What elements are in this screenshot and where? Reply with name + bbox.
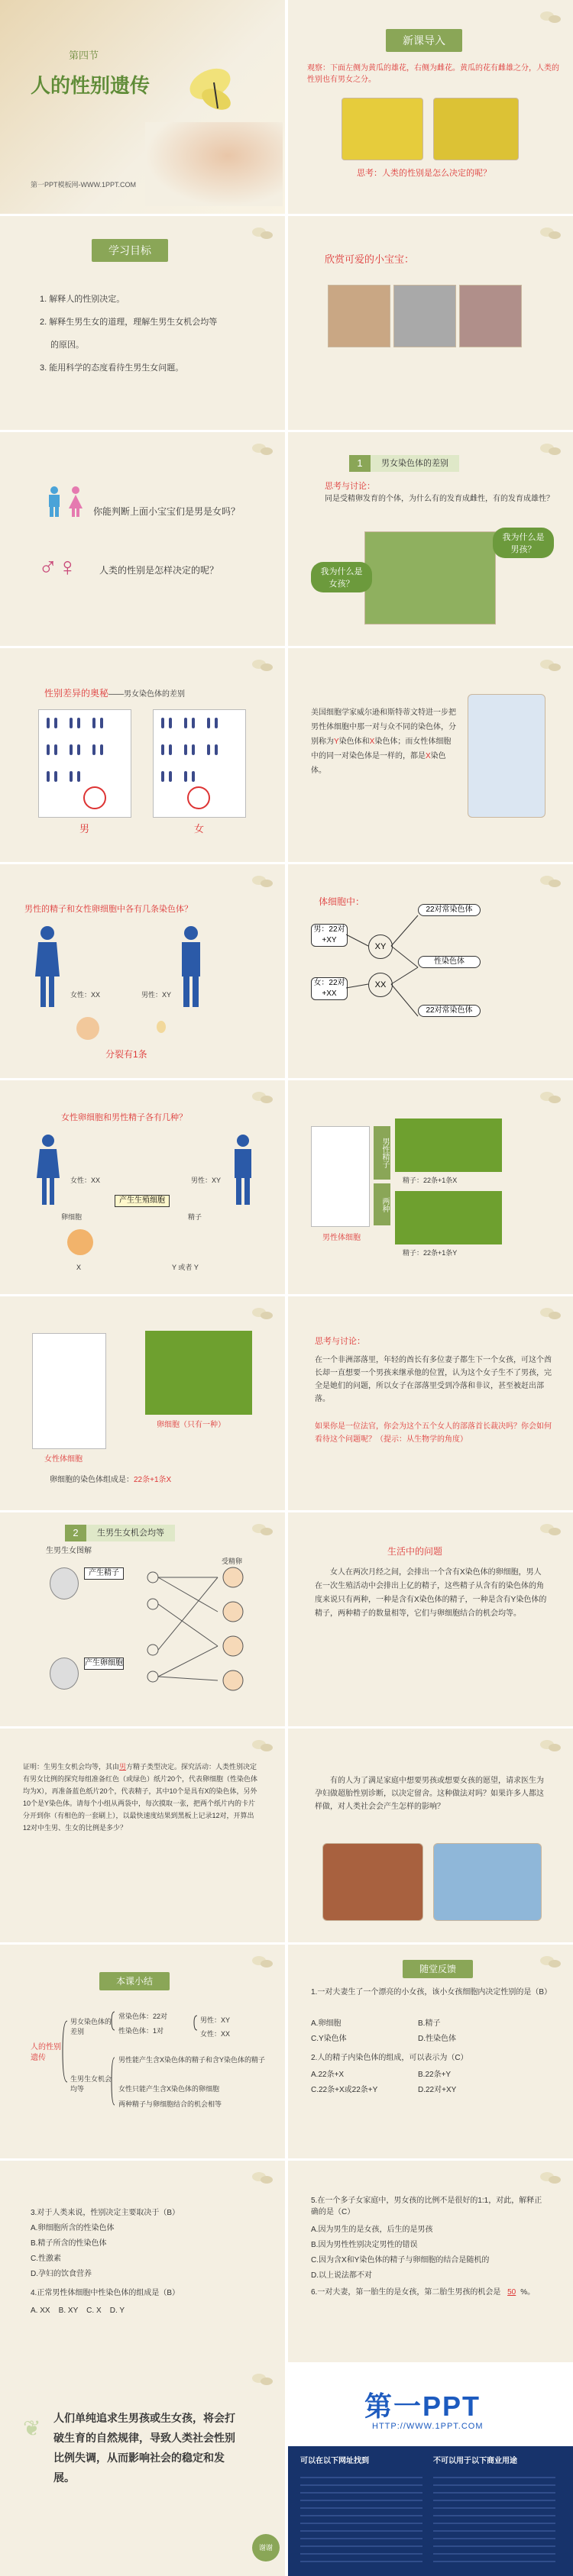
butterfly-icon: [539, 2170, 562, 2187]
diagram-title: 生男生女图解: [46, 1547, 92, 1555]
slide-6[interactable]: [288, 432, 573, 646]
slide-14[interactable]: [288, 1296, 573, 1510]
egg-cell: [67, 1229, 93, 1255]
question-text: 如果你是一位法官，你会为这个五个女人的部落首长裁决吗？你会如何看待这个问题呢？（提示：从生物学的角度）: [315, 1422, 552, 1444]
section-number: 2: [65, 1525, 86, 1541]
kids-photo: [364, 531, 496, 625]
lesson-title: 人的性别遗传: [31, 74, 151, 97]
q5-option-d: D.以上说法都不对: [311, 2271, 372, 2280]
goal-1: 1. 解释人的性别决定。: [40, 295, 125, 304]
slide-15[interactable]: [0, 1512, 285, 1726]
slide-19[interactable]: [0, 1945, 285, 2158]
section-header: 学习目标: [92, 239, 168, 262]
question-4: 4.正常男性体细胞中性染色体的组成是（B）: [31, 2289, 180, 2297]
q2-option-b: B.22条+Y: [418, 2071, 452, 2079]
question-2: 人类的性别是怎样决定的呢？: [99, 565, 219, 576]
goal-2-cont: 的原因。: [50, 341, 84, 350]
q3-option-a: A.卵细胞所含的性染色体: [31, 2224, 115, 2232]
bubble-girl: 我为什么是女孩？: [311, 562, 372, 592]
branch-1: 男女染色体的差别: [70, 2018, 112, 2035]
male-label: 男性：XY: [141, 991, 172, 999]
baby-photo-1: [328, 285, 390, 347]
female-silhouette-icon: [32, 925, 63, 1009]
slide-9[interactable]: [0, 864, 285, 1078]
butterfly-icon: [539, 441, 562, 458]
observation-text: [307, 63, 559, 86]
sperm-label: 精子: [188, 1213, 202, 1221]
slide-13[interactable]: [0, 1296, 285, 1510]
female-icon: [67, 486, 84, 518]
title-sub: ——男女染色体的差别: [108, 690, 186, 699]
q2-option-a: A.22条+X: [311, 2071, 345, 2079]
butterfly-icon: [251, 225, 274, 242]
think-label: 思考与讨论：: [325, 482, 375, 491]
autosome-box-1: 22对常染色体: [418, 904, 481, 916]
question-6: 6.一对夫妻，第一胎生的是女孩，第二胎生男孩的机会是 50 %。: [311, 2288, 536, 2297]
left-link-list: [300, 2471, 422, 2562]
q1-option-d: D.性染色体: [418, 2035, 456, 2043]
sperm-x-label: 精子：22条+1条X: [403, 1177, 458, 1184]
bubble-boy: 我为什么是男孩？: [493, 528, 554, 558]
female-label: 女: [194, 823, 205, 834]
egg-label: 产生卵细胞: [84, 1658, 124, 1670]
butterfly-icon: [180, 61, 248, 122]
q1-option-c: C.Y染色体: [311, 2035, 347, 2043]
thanks-ball: 谢谢: [252, 2534, 280, 2561]
butterfly-icon: [539, 1738, 562, 1754]
slide-23[interactable]: [0, 2362, 285, 2576]
gender-symbols-icon: ♂♀: [38, 553, 77, 582]
q2-option-c: C.22条+X或22条+Y: [311, 2086, 378, 2094]
male-karyotype-box: 男：22对+XY: [311, 924, 348, 947]
think-text: 同是受精卵发育的个体，为什么有的发育成雌性，有的发育成雄性？: [325, 495, 554, 503]
butterfly-icon: [251, 1738, 274, 1754]
slide-16[interactable]: [288, 1512, 573, 1726]
question-2: 2.人的精子内染色体的组成，可以表示为（C）: [311, 2054, 468, 2062]
goal-2: 2. 解释生男生女的道理，理解生男生女机会均等: [40, 318, 218, 327]
q2-option-d: D.22对+XY: [418, 2086, 457, 2094]
slide-17[interactable]: [0, 1729, 285, 1942]
section-number: 1: [349, 455, 371, 472]
baby-photo-2: [393, 285, 456, 347]
butterfly-icon: [251, 1306, 274, 1322]
butterfly-icon: [251, 2371, 274, 2388]
title-main: 性别差异的奥秘: [44, 688, 109, 699]
point-2: 女性只能产生含X染色体的卵细胞: [118, 2085, 220, 2093]
slide-18[interactable]: [288, 1729, 573, 1942]
slide-5[interactable]: [0, 432, 285, 646]
connector-lines: [288, 864, 573, 1078]
activity-text: 证明：生男生女机会均等，其由男方精子类型决定。探究活动：人类性别决定有男女比例的探究每组准备红色（或绿色）纸片20个，代表卵细胞（性染色体均为X），再准备蓝色纸片20个，代表精子，其中10个是具有X的染色体，另外10个是Y染色体。请每个小组从两袋中，每次摸取一张，把两个纸片内的卡片分开到你（有相色的一套刷上），以最快速度结果到黑板上记录12对，开算出12对中生男、生女的比例是多少？: [23, 1763, 258, 1832]
slide-title: 女性卵细胞和男性精子各有几种？: [61, 1113, 187, 1122]
male-flower-photo: [342, 98, 423, 160]
butterfly-icon: [251, 873, 274, 890]
q5-option-a: A.因为男生的是女孩，后生的是男孩: [311, 2226, 433, 2234]
male-silhouette-icon: [229, 1134, 257, 1206]
female-label: 女性：XX: [70, 991, 101, 999]
butterfly-icon: [539, 1522, 562, 1538]
point-3: 两种精子与卵细胞结合的机会相等: [118, 2100, 222, 2108]
section-header: 随堂反馈: [403, 1960, 473, 1978]
slide-21[interactable]: [0, 2161, 285, 2374]
q1-option-a: A.卵细胞: [311, 2019, 342, 2028]
sex-chromosome-box: 性染色体: [418, 956, 481, 968]
female-cell-caption: 女性体细胞: [44, 1455, 83, 1464]
right-column-title: 不可以用于以下商业用途: [433, 2457, 517, 2465]
question-5: 5.在一个多子女家庭中，男女孩的比例不是很好的1:1，对此，解释正确的是（C）: [311, 2197, 542, 2216]
section-label: 第四节: [69, 50, 99, 61]
slide-20[interactable]: [288, 1945, 573, 2158]
slide-title: 生活中的问题: [387, 1546, 443, 1557]
slide-7[interactable]: [0, 648, 285, 862]
goal-3: 3. 能用科学的态度看待生男生女问题。: [40, 363, 184, 373]
description-text: 美国细胞学家威尔逊和斯特蒂文特进一步把男性体细胞中那一对与众不同的染色体，分别称为Y染色体和X染色体；而女性体细胞中的同一对染色体是一样的，都是X染色体。: [311, 709, 456, 775]
female-flower-photo: [433, 98, 519, 160]
egg-cell: [76, 1017, 99, 1040]
sex-chromosome-circle: [83, 786, 106, 809]
story-text: 在一个非洲部落里，年轻的酋长有多位妻子都生下一个女孩，可这个酋长却一直想要一个男孩来继承他的位置，认为这个女子生不了男孩，完全是她们的问题，所以女子在部落里受到冷落和非议，甚至被赶出部落。: [315, 1356, 552, 1403]
slide-title: [44, 686, 185, 702]
female-silhouette-icon: [34, 1134, 62, 1206]
sperm-tab: 男性精子: [374, 1126, 390, 1180]
female-label: 女性：XX: [70, 1177, 101, 1184]
left-column-title: 可以在以下网址找到: [300, 2457, 369, 2465]
observation-label: 观察：: [307, 64, 330, 73]
butterfly-icon: [539, 1306, 562, 1322]
slide-8[interactable]: [288, 648, 573, 862]
q5-option-c: C.因为含X和Y染色体的精子与卵细胞的结合是随机的: [311, 2256, 490, 2264]
fetus-photo: [322, 1843, 423, 1921]
q3-option-d: D.孕妇的饮食营养: [31, 2270, 92, 2278]
butterfly-icon: [539, 9, 562, 26]
female-karyotype: [153, 709, 246, 818]
sperm-y-label: 精子：22条+1条Y: [403, 1249, 458, 1257]
slide-11[interactable]: [0, 1080, 285, 1294]
question-1: 你能判断上面小宝宝们是男是女吗？: [93, 506, 241, 517]
slide-2[interactable]: [288, 0, 573, 214]
slide-3[interactable]: [0, 216, 285, 430]
section-header: 本课小结: [99, 1972, 170, 1990]
egg-composition: 卵细胞的染色体组成是：22条+1条X: [50, 1476, 172, 1484]
family-photo: [433, 1843, 542, 1921]
observation-body: 下面左侧为黄瓜的雄花，右侧为雌花。黄瓜的花有雌雄之分，人类的性别也有男女之分。: [307, 64, 559, 84]
slide-4[interactable]: [288, 216, 573, 430]
section-header: 男女染色体的差别: [371, 455, 459, 472]
question-3: 3.对于人类来说，性别决定主要取决于（B）: [31, 2209, 180, 2217]
slide-title: 体细胞中：: [319, 896, 365, 907]
two-types-tab: 两种: [374, 1183, 390, 1225]
right-link-list: [433, 2471, 555, 2562]
egg-label: 卵细胞: [61, 1213, 83, 1221]
female-xx: 女性：XX: [200, 2030, 231, 2038]
decorative-leaf-icon: ❦: [23, 2416, 41, 2440]
brand-logo: 第一PPT: [364, 2390, 481, 2422]
autosome-box-2: 22对常染色体: [418, 1005, 481, 1017]
q5-option-b: B.因为男性性别决定男性的错误: [311, 2241, 418, 2249]
xx-circle: XX: [368, 973, 393, 997]
butterfly-icon: [539, 657, 562, 674]
male-silhouette-icon: [176, 925, 206, 1009]
section-header: 生男生女机会均等: [86, 1525, 175, 1541]
point-1: 男性能产生含X染色体的精子和含Y染色体的精子: [118, 2056, 266, 2064]
male-cell-caption: 男性体细胞: [322, 1234, 361, 1242]
female-karyotype-box: 女：22对+XX: [311, 977, 348, 1000]
fertilization-lines: [0, 1512, 285, 1726]
q1-option-b: B.精子: [418, 2019, 441, 2028]
bracket-lines: [0, 1945, 285, 2158]
butterfly-icon: [251, 441, 274, 458]
female-karyotype: [32, 1333, 106, 1449]
think-label: 思考与讨论：: [315, 1337, 365, 1346]
slide-22[interactable]: [288, 2161, 573, 2374]
baby-photo-3: [459, 285, 522, 347]
male-label: 男: [79, 823, 90, 834]
q3-option-c: C.性激素: [31, 2255, 61, 2263]
generate-cells-label: 产生生殖细胞: [115, 1195, 170, 1207]
sperm-types-label: Y 或者 Y: [172, 1264, 199, 1271]
question-1: 1.一对夫妻生了一个漂亮的小女孩，该小女孩细胞内决定性别的是（B）: [311, 1988, 552, 1997]
slide-1[interactable]: [0, 0, 285, 214]
egg-x-label: X: [76, 1264, 82, 1271]
family-illustration: [468, 694, 545, 818]
sperm-cell: [157, 1021, 166, 1033]
butterfly-icon: [251, 2170, 274, 2187]
sperm-y-grid: [395, 1191, 502, 1244]
male-icon: [46, 486, 63, 518]
male-karyotype: [311, 1126, 370, 1227]
question-text: 思考：人类的性别是怎么决定的呢？: [357, 169, 491, 178]
egg-caption: 卵细胞（只有一种）: [157, 1421, 225, 1429]
info-panel: [288, 2446, 573, 2576]
branch-2: 生男生女机会均等: [70, 2075, 112, 2093]
brand-url[interactable]: HTTP://WWW.1PPT.COM: [372, 2422, 484, 2431]
sperm-label: 产生精子: [84, 1567, 124, 1580]
butterfly-icon: [539, 225, 562, 242]
butterfly-icon: [539, 1089, 562, 1106]
q4-options: A. XX B. XY C. X D. Y: [31, 2306, 125, 2315]
slide-title: 男性的精子和女性卵细胞中各有几条染色体？: [24, 905, 193, 914]
conclusion-text: 人们单纯追求生男孩或生女孩，将会打破生育的自然规律，导致人类社会性别比例失调，从而影响社会的稳定和发展。: [53, 2412, 235, 2484]
male-karyotype: [38, 709, 131, 818]
slide-title: 欣赏可爱的小宝宝：: [325, 253, 415, 265]
slide-24[interactable]: [288, 2362, 573, 2576]
slide-12[interactable]: [288, 1080, 573, 1294]
summary-root: 人的性别遗传: [31, 2043, 61, 2062]
sperm-x-grid: [395, 1119, 502, 1172]
autosome-count: 常染色体：22对: [118, 2013, 168, 2020]
zygote-label: 受精卵: [222, 1558, 243, 1565]
q3-option-b: B.精子所含的性染色体: [31, 2239, 107, 2248]
body-text: 女人在两次月经之间，会排出一个含有X染色体的卵细胞，男人在一次生殖活动中会排出上亿的精子，这些精子从含有的染色体的角度来说只有两种，一种是含有X染色体的精子，一种是含有Y染色体的精子，两种精子的数量相等，它们与卵细胞结合的机会均等。: [315, 1568, 547, 1618]
slide-10[interactable]: [288, 864, 573, 1078]
xy-circle: XY: [368, 935, 393, 959]
sex-chromosome-circle: [187, 786, 210, 809]
section-header: 新课导入: [386, 29, 462, 52]
sex-chromosome-count: 性染色体：1对: [118, 2027, 164, 2035]
male-label: 男性：XY: [191, 1177, 222, 1184]
egg-grid: [145, 1331, 252, 1415]
butterfly-icon: [251, 1089, 274, 1106]
question-text: 有的人为了满足家庭中想要男孩或想要女孩的愿望，请求医生为孕妇做超胎性别诊断，以决定留舍。这种做法对吗？如果许多人都这样做，对人类社会会产生怎样的影响？: [315, 1777, 544, 1811]
butterfly-icon: [251, 657, 274, 674]
division-note: 分裂有1条: [105, 1049, 147, 1060]
footer-url: 第一PPT模板网-WWW.1PPT.COM: [31, 181, 136, 189]
hand-photo: [145, 122, 283, 206]
butterfly-icon: [539, 1954, 562, 1971]
male-xy: 男性：XY: [200, 2016, 231, 2024]
